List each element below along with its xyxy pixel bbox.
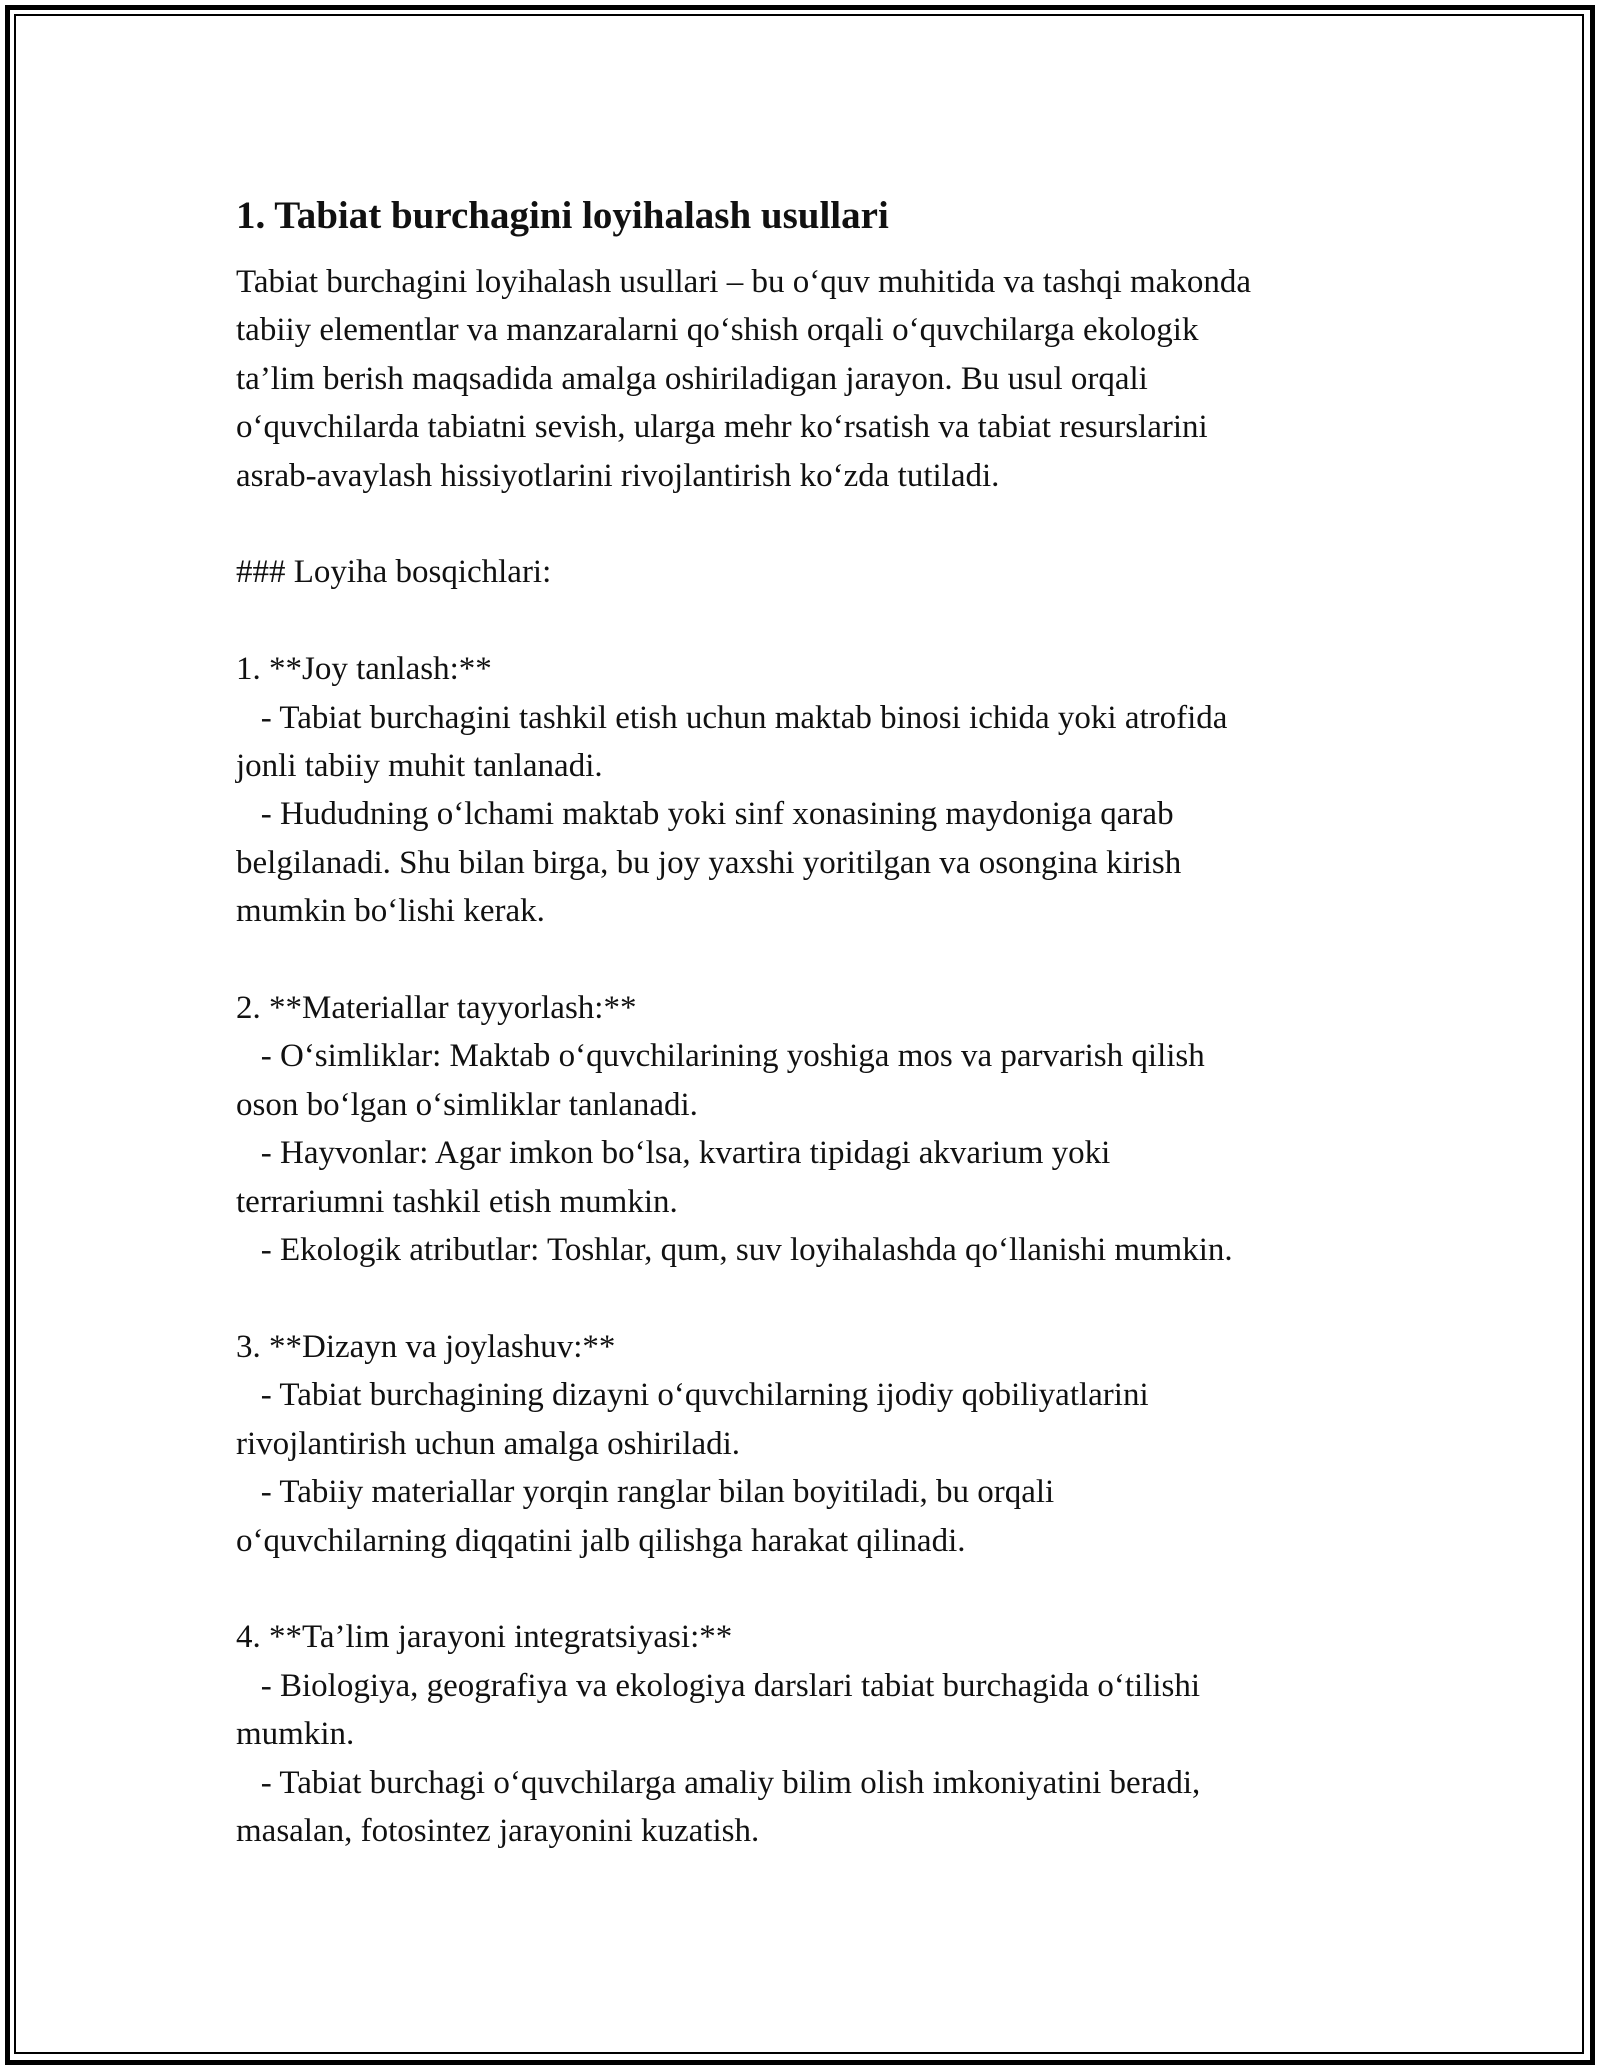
text-line: - Biologiya, geografiya va ekologiya darslari tabiat burchagida o‘tilishi — [236, 1667, 1201, 1704]
text-line: asrab-avaylash hissiyotlarini rivojlantirish ko‘zda tutiladi. — [236, 457, 1000, 494]
text-line: belgilanadi. Shu bilan birga, bu joy yaxshi yoritilgan va osongina kirish — [236, 844, 1182, 881]
text-line: oson bo‘lgan o‘simliklar tanlanadi. — [236, 1086, 698, 1123]
text-line: - Tabiiy materiallar yorqin ranglar bilan boyitiladi, bu orqali — [236, 1474, 1055, 1511]
text-line: - Hududning o‘lchami maktab yoki sinf xonasining maydoniga qarab — [236, 796, 1174, 833]
text-line: o‘quvchilarning diqqatini jalb qilishga harakat qilinadi. — [236, 1522, 966, 1559]
text-line: terrariumni tashkil etish mumkin. — [236, 1183, 678, 1220]
text-line: mumkin. — [236, 1716, 355, 1753]
blank-line — [236, 1565, 1376, 1613]
text-line: - O‘simliklar: Maktab o‘quvchilarining yoshiga mos va parvarish qilish — [236, 1038, 1205, 1075]
text-line: jonli tabiiy muhit tanlanadi. — [236, 748, 603, 785]
text-line: - Tabiat burchagini tashkil etish uchun maktab binosi ichida yoki atrofida — [236, 699, 1228, 736]
text-line: - Tabiat burchagining dizayni o‘quvchilarning ijodiy qobiliyatlarini — [236, 1377, 1149, 1414]
blank-line — [236, 936, 1376, 984]
text-line: masalan, fotosintez jarayonini kuzatish. — [236, 1812, 760, 1849]
text-line: - Hayvonlar: Agar imkon bo‘lsa, kvartira tipidagi akvarium yoki — [236, 1135, 1111, 1172]
blank-line — [236, 500, 1376, 548]
blank-line — [236, 1274, 1376, 1322]
text-line: mumkin bo‘lishi kerak. — [236, 893, 545, 930]
document-body — [236, 188, 1376, 1855]
text-line: 2. **Materiallar tayyorlash:** — [236, 990, 637, 1027]
blank-line — [236, 597, 1376, 645]
text-line: 1. **Joy tanlash:** — [236, 651, 492, 688]
text-line: o‘quvchilarda tabiatni sevish, ularga mehr ko‘rsatish va tabiat resurslarini — [236, 409, 1208, 446]
text-line: rivojlantirish uchun amalga oshiriladi. — [236, 1425, 741, 1462]
text-line: ### Loyiha bosqichlari: — [236, 554, 552, 591]
text-line: ta’lim berish maqsadida amalga oshiriladigan jarayon. Bu usul orqali — [236, 360, 1148, 397]
text-line: - Ekologik atributlar: Toshlar, qum, suv loyihalashda qo‘llanishi mumkin. — [236, 1232, 1233, 1269]
text-line: tabiiy elementlar va manzaralarni qo‘shish orqali o‘quvchilarga ekologik — [236, 312, 1199, 349]
text-line: 4. **Ta’lim jarayoni integratsiyasi:** — [236, 1619, 733, 1656]
text-line: 3. **Dizayn va joylashuv:** — [236, 1328, 616, 1365]
body-text — [236, 258, 1376, 1855]
text-line: Tabiat burchagini loyihalash usullari – bu o‘quv muhitida va tashqi makonda — [236, 264, 1251, 300]
section-heading: 1. Tabiat burchagini loyihalash usullari — [236, 194, 889, 237]
text-line: - Tabiat burchagi o‘quvchilarga amaliy bilim olish imkoniyatini beradi, — [236, 1764, 1201, 1801]
